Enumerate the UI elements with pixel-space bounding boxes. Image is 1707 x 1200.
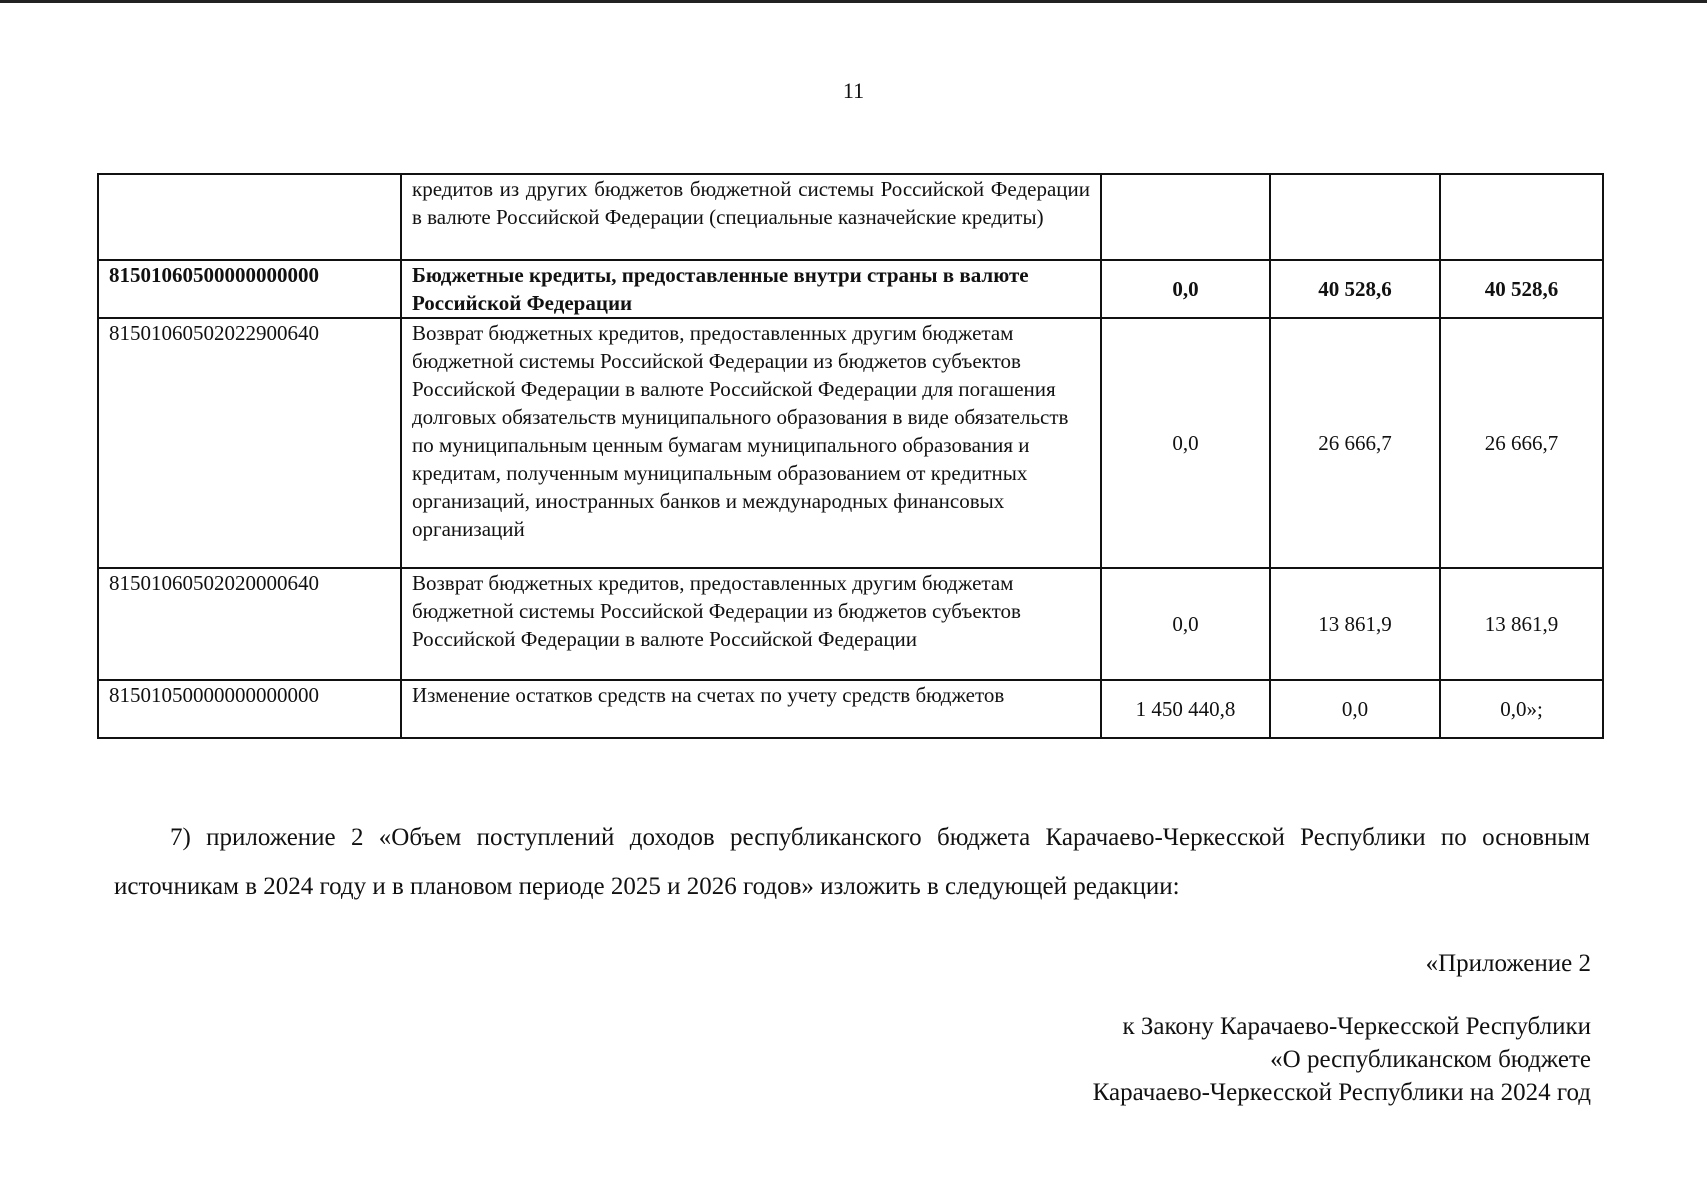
value-2026-cell: 0,0»;	[1440, 680, 1603, 738]
value-2024-cell: 0,0	[1101, 318, 1270, 568]
value-2024-cell: 1 450 440,8	[1101, 680, 1270, 738]
appendix-line: к Закону Карачаево-Черкесской Республики	[1122, 1013, 1591, 1040]
budget-name-cell: Бюджетные кредиты, предоставленные внутри страны в валюте Российской Федерации	[401, 260, 1101, 318]
appendix-line: Карачаево-Черкесской Республики на 2024 год	[1092, 1079, 1591, 1106]
appendix-law-reference	[1093, 1010, 1591, 1109]
table-row	[98, 174, 1603, 260]
budget-name-cell: кредитов из других бюджетов бюджетной системы Российской Федерации в валюте Российской Федерации (специальные казначейские кредиты)	[401, 174, 1101, 260]
value-2026-cell	[1440, 174, 1603, 260]
table-row	[98, 318, 1603, 568]
value-2025-cell: 40 528,6	[1270, 260, 1440, 318]
appendix-title: «Приложение 2	[1425, 950, 1591, 977]
page-number: 11	[842, 78, 865, 103]
value-2024-cell: 0,0	[1101, 260, 1270, 318]
value-2026-cell: 40 528,6	[1440, 260, 1603, 318]
value-2026-cell: 13 861,9	[1440, 568, 1603, 680]
budget-name-cell: Возврат бюджетных кредитов, предоставленных другим бюджетам бюджетной системы Российской Федерации из бюджетов субъектов Российской Федерации в валюте Российской Федерации для погашения долговых обязательств муниципального образования в виде обязательств по муниципальным ценным бумагам муниципального образования и кредитам, полученным муниципальным образованием от кредитных организаций, иностранных банков и международных финансовых организаций	[401, 318, 1101, 568]
budget-code-cell: 81501060502020000640	[98, 568, 401, 680]
amendment-paragraph: 7) приложение 2 «Объем поступлений доходов республиканского бюджета Карачаево-Черкесской Республики по основным источникам в 2024 году и в плановом периоде 2025 и 2026 годов» изложить в следующей редакции:	[114, 824, 1590, 900]
budget-sources-table	[97, 173, 1604, 739]
budget-name-cell: Возврат бюджетных кредитов, предоставленных другим бюджетам бюджетной системы Российской Федерации из бюджетов субъектов Российской Федерации в валюте Российской Федерации	[401, 568, 1101, 680]
value-2024-cell: 0,0	[1101, 568, 1270, 680]
budget-code-cell: 81501060502022900640	[98, 318, 401, 568]
value-2025-cell: 26 666,7	[1270, 318, 1440, 568]
budget-code-cell	[98, 174, 401, 260]
appendix-line: «О республиканском бюджете	[1270, 1046, 1591, 1073]
table-row	[98, 680, 1603, 738]
value-2026-cell: 26 666,7	[1440, 318, 1603, 568]
budget-code-cell: 81501060500000000000	[98, 260, 401, 318]
value-2025-cell	[1270, 174, 1440, 260]
budget-code-cell: 81501050000000000000	[98, 680, 401, 738]
value-2024-cell	[1101, 174, 1270, 260]
value-2025-cell: 13 861,9	[1270, 568, 1440, 680]
table-row	[98, 568, 1603, 680]
page-top-rule	[0, 0, 1707, 3]
value-2025-cell: 0,0	[1270, 680, 1440, 738]
budget-name-cell: Изменение остатков средств на счетах по учету средств бюджетов	[401, 680, 1101, 738]
table-row	[98, 260, 1603, 318]
